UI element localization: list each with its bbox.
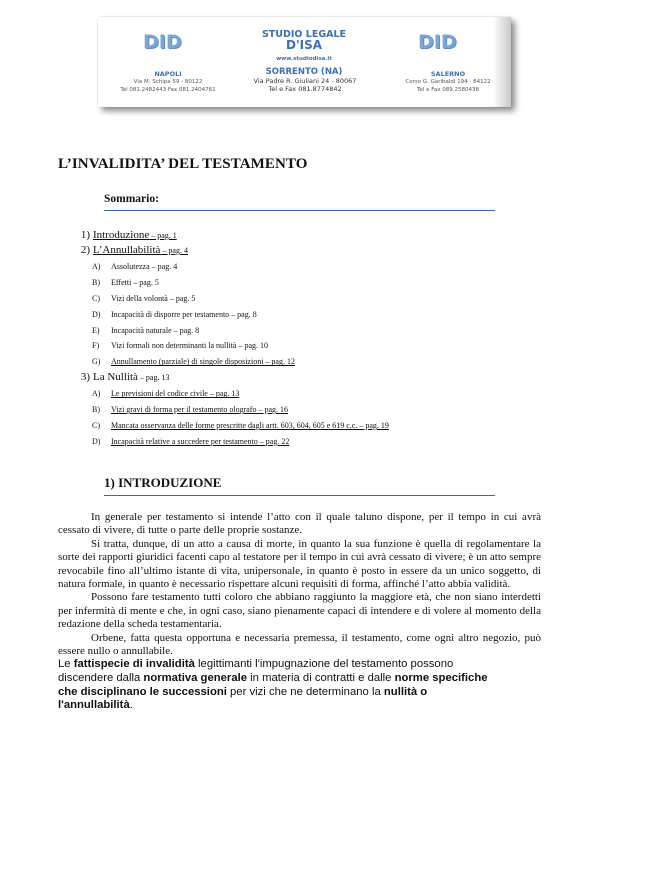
toc-subitem[interactable]: [74, 307, 494, 323]
paragraph: Orbene, fatta questa opportuna e necessaria premessa, il testamento, come ogni altro negozio, può essere nullo o annullabile.: [58, 631, 541, 658]
toc-link[interactable]: L’Annullabilità – pag. 4: [93, 244, 188, 256]
toc-link[interactable]: Introduzione – pag. 1: [93, 229, 177, 241]
toc-subitem[interactable]: [74, 386, 494, 402]
toc-subitem[interactable]: [74, 323, 494, 339]
toc-sub-number: D): [92, 436, 101, 446]
toc-sub-number: A): [92, 262, 101, 271]
toc-subitem[interactable]: [74, 354, 494, 370]
banner-shade: [493, 17, 511, 107]
center-address-block: [246, 77, 364, 93]
studio-name-line1: STUDIO LEGALE: [261, 29, 347, 40]
toc-sub-link[interactable]: Effetti – pag. 5: [111, 277, 159, 287]
letterhead-banner: [98, 17, 511, 107]
toc-sub-number: C): [92, 293, 100, 303]
toc-sub-number: E): [92, 325, 100, 335]
left-logo: DID: [143, 31, 182, 53]
toc-subitem[interactable]: [74, 418, 494, 434]
toc-item-nullita[interactable]: [74, 370, 494, 385]
toc-sub-number: B): [92, 405, 100, 415]
sommario-heading: Sommario:: [104, 193, 495, 211]
studio-name-line2: D'ISA: [285, 38, 323, 52]
left-phone: Tel 081.2482443 Fax 081.2404761: [120, 87, 216, 93]
paragraph: In generale per testamento si intende l’atto con il quale taluno dispone, per il tempo in cui avrà cessato di vivere, di tutte o parte delle proprie sostanze.: [58, 511, 541, 537]
right-address: Corso G. Garibaldi 194 - 84122: [405, 79, 491, 85]
toc-sub-link[interactable]: Vizi formali non determinanti la nullità – pag. 10: [111, 341, 269, 351]
toc-sub-number: C): [92, 421, 100, 431]
toc-sub-link[interactable]: Vizi della volontà – pag. 5: [111, 293, 196, 303]
toc-sub-number: A): [92, 389, 101, 399]
toc-number: 3): [80, 371, 90, 384]
toc-sub-link[interactable]: Incapacità di disporre per testamento – pag. 8: [111, 309, 257, 319]
toc-item-introduzione[interactable]: [74, 228, 494, 243]
toc-sub-number: G): [92, 357, 101, 367]
left-address: Via M. Schipa 59 - 80122: [133, 79, 203, 85]
toc-subitem[interactable]: [74, 275, 494, 291]
toc-sub-link[interactable]: Assolutezza – pag. 4: [111, 262, 178, 271]
studio-name: [248, 30, 360, 50]
toc-subitem[interactable]: [74, 434, 494, 450]
toc-number: 2): [80, 244, 90, 256]
toc-sub-link[interactable]: Le previsioni del codice civile – pag. 13: [111, 389, 240, 399]
paragraph: Possono fare testamento tutti coloro che abbiano raggiunto la maggiore età, che non siano interdetti per infermità di mente e che, in ogni caso, siano pienamente capaci di intendere e di volere al momento della redazione della scheda testamentaria.: [58, 591, 541, 631]
toc-sub-link[interactable]: Incapacità relative a succedere per testamento – pag. 22: [111, 436, 290, 446]
center-address: Via Padre R. Giuliani 24 - 80067: [253, 77, 357, 85]
studio-website: www.studiodisa.it: [276, 56, 332, 62]
toc-sub-number: B): [92, 277, 100, 287]
right-phone: Tel e Fax 089.2580438: [417, 87, 479, 93]
toc-sub-link[interactable]: Vizi gravi di forma per il testamento olografo – pag. 16: [111, 405, 289, 415]
toc-item-annullabilita[interactable]: [74, 243, 494, 258]
table-of-contents: [74, 228, 494, 450]
toc-sub-link[interactable]: Annullamento (parziale) di singole disposizioni – pag. 12: [111, 357, 295, 367]
toc-subitem[interactable]: [74, 259, 494, 275]
introduzione-heading: 1) INTRODUZIONE: [104, 475, 495, 496]
right-city: SALERNO: [430, 70, 466, 78]
paragraph-invalidita: Le fattispecie di invalidità legittimanti l'impugnazione del testamento possono discendere dalla normativa generale in materia di contratti e dalle norme specifiche che disciplinano le successioni per vizi che ne determinano la nullità o l'annullabilità.: [58, 658, 488, 712]
paragraph: Si tratta, dunque, di un atto a causa di morte, in quanto la sua funzione è quella di regolamentare la sorte dei rapporti giuridici facenti capo al testatore per il tempo in cui avrà cessato di vivere; è un atto sempre revocabile fino all’ultimo istante di vita, unipersonale, in quanto è posto in essere da un unico soggetto, di natura formale, in quanto è necessario rispettare alcuni requisiti di forma, affinché l’atto abbia validità.: [58, 537, 541, 591]
toc-subitem[interactable]: [74, 291, 494, 307]
right-logo: DID: [418, 31, 457, 53]
toc-sub-number: F): [92, 341, 100, 351]
center-phone: Tel e Fax 081.8774842: [268, 85, 342, 93]
left-city: NAPOLI: [154, 70, 182, 78]
body-text: [58, 511, 541, 713]
toc-number: 1): [80, 229, 90, 241]
toc-subitem[interactable]: [74, 402, 494, 418]
document-title: L’INVALIDITA’ DEL TESTAMENTO: [58, 156, 308, 172]
toc-subitem[interactable]: [74, 338, 494, 354]
center-city: SORRENTO (NA): [265, 67, 343, 77]
toc-sub-number: D): [92, 309, 101, 319]
toc-link[interactable]: La Nullità – pag. 13: [93, 371, 170, 384]
toc-sub-link[interactable]: Incapacità naturale – pag. 8: [111, 325, 200, 335]
toc-sub-link[interactable]: Mancata osservanza delle forme prescritte dagli artt. 603, 604, 605 e 619 c.c. – pag. 19: [111, 421, 389, 431]
